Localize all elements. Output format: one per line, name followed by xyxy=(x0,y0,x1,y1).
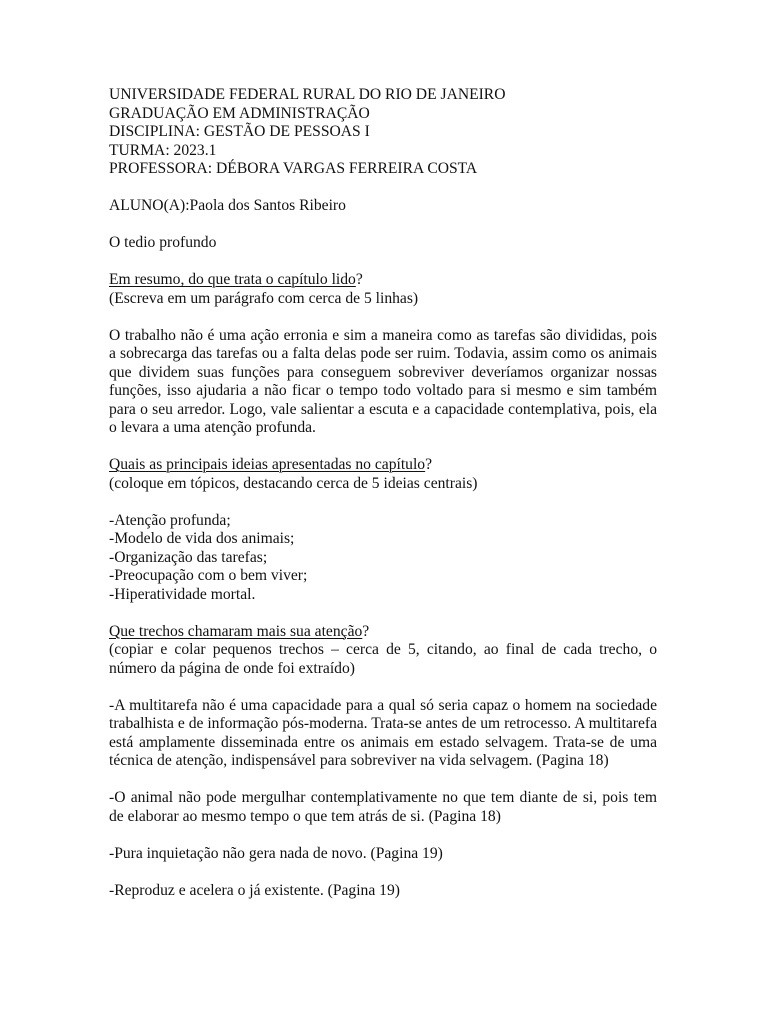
student-block xyxy=(109,197,657,216)
chapter-block xyxy=(109,234,657,253)
question-1-text: Em resumo, do que trata o capítulo lido xyxy=(109,271,356,288)
quote-3 xyxy=(109,845,657,864)
quote-2 xyxy=(109,789,657,826)
question-3-mark: ? xyxy=(362,622,370,640)
question-2 xyxy=(109,456,657,493)
professor-name: PROFESSORA: DÉBORA VARGAS FERREIRA COSTA xyxy=(109,160,478,177)
discipline-name: DISCIPLINA: GESTÃO DE PESSOAS I xyxy=(109,123,370,140)
quote-paragraph: -O animal não pode mergulhar contemplativamente no que tem diante de si, pois tem de elaborar ao mesmo tempo o que tem atrás de si. (Pagina 18) xyxy=(109,789,657,825)
question-2-instruction: (coloque em tópicos, destacando cerca de 5 ideias centrais) xyxy=(109,474,478,492)
quote-paragraph: -Pura inquietação não gera nada de novo. (Pagina 19) xyxy=(109,844,443,862)
header-block xyxy=(109,86,657,179)
answer-1-paragraph: O trabalho não é uma ação erronia e sim a maneira como as tarefas são divididas, pois a sobrecarga das tarefas ou a falta delas pode ser ruim. Todavia, assim como os animais que dividem suas funções para conseguem sobreviver deveríamos organizar nossas funções, isso ajudaria a não ficar o tempo todo voltado para si mesmo e sim também para o seu arredor. Logo, vale salientar a escuta e a capacidade contemplativa, pois, ela o levara a uma atenção profunda. xyxy=(109,326,657,436)
answer-1 xyxy=(109,327,657,438)
quote-paragraph: -Reproduz e acelera o já existente. (Pagina 19) xyxy=(109,881,400,899)
question-2-text: Quais as principais ideias apresentadas no capítulo xyxy=(109,456,426,473)
university-name: UNIVERSIDADE FEDERAL RURAL DO RIO DE JANEIRO xyxy=(109,86,506,103)
question-1-heading xyxy=(109,271,657,290)
chapter-title: O tedio profundo xyxy=(109,234,217,251)
question-1 xyxy=(109,271,657,308)
question-3-text: Que trechos chamaram mais sua atenção xyxy=(109,622,363,640)
question-3-heading xyxy=(109,623,657,642)
question-2-heading xyxy=(109,456,657,475)
question-1-instruction: (Escreva em um parágrafo com cerca de 5 linhas) xyxy=(109,289,419,307)
list-item: -Hiperatividade mortal. xyxy=(109,585,256,603)
quote-4 xyxy=(109,882,657,901)
course-name: GRADUAÇÃO EM ADMINISTRAÇÃO xyxy=(109,104,370,122)
quote-paragraph: -A multitarefa não é uma capacidade para a qual só seria capaz o homem na sociedade trabalhista e de informação pós-moderna. Trata-se antes de um retrocesso. A multitarefa está amplamente disseminada entre os animais em estado selvagem. Trata-se de uma técnica de atenção, indispensável para sobreviver na vida selvagem. (Pagina 18) xyxy=(109,696,657,769)
question-1-mark: ? xyxy=(355,271,363,288)
ideas-list xyxy=(109,512,657,605)
list-item: -Preocupação com o bem viver; xyxy=(109,567,308,584)
student-name: ALUNO(A):Paola dos Santos Ribeiro xyxy=(109,197,346,214)
quote-1 xyxy=(109,697,657,771)
question-2-mark: ? xyxy=(425,456,433,473)
answer-2 xyxy=(109,512,657,605)
document-content xyxy=(109,86,657,900)
list-item: -Atenção profunda; xyxy=(109,511,231,529)
question-3 xyxy=(109,623,657,679)
list-item: -Organização das tarefas; xyxy=(109,548,268,566)
list-item: -Modelo de vida dos animais; xyxy=(109,530,295,547)
question-3-instruction: (copiar e colar pequenos trechos – cerca de 5, citando, ao final de cada trecho, o número da página de onde foi extraído) xyxy=(109,641,657,677)
class-term: TURMA: 2023.1 xyxy=(109,141,217,159)
